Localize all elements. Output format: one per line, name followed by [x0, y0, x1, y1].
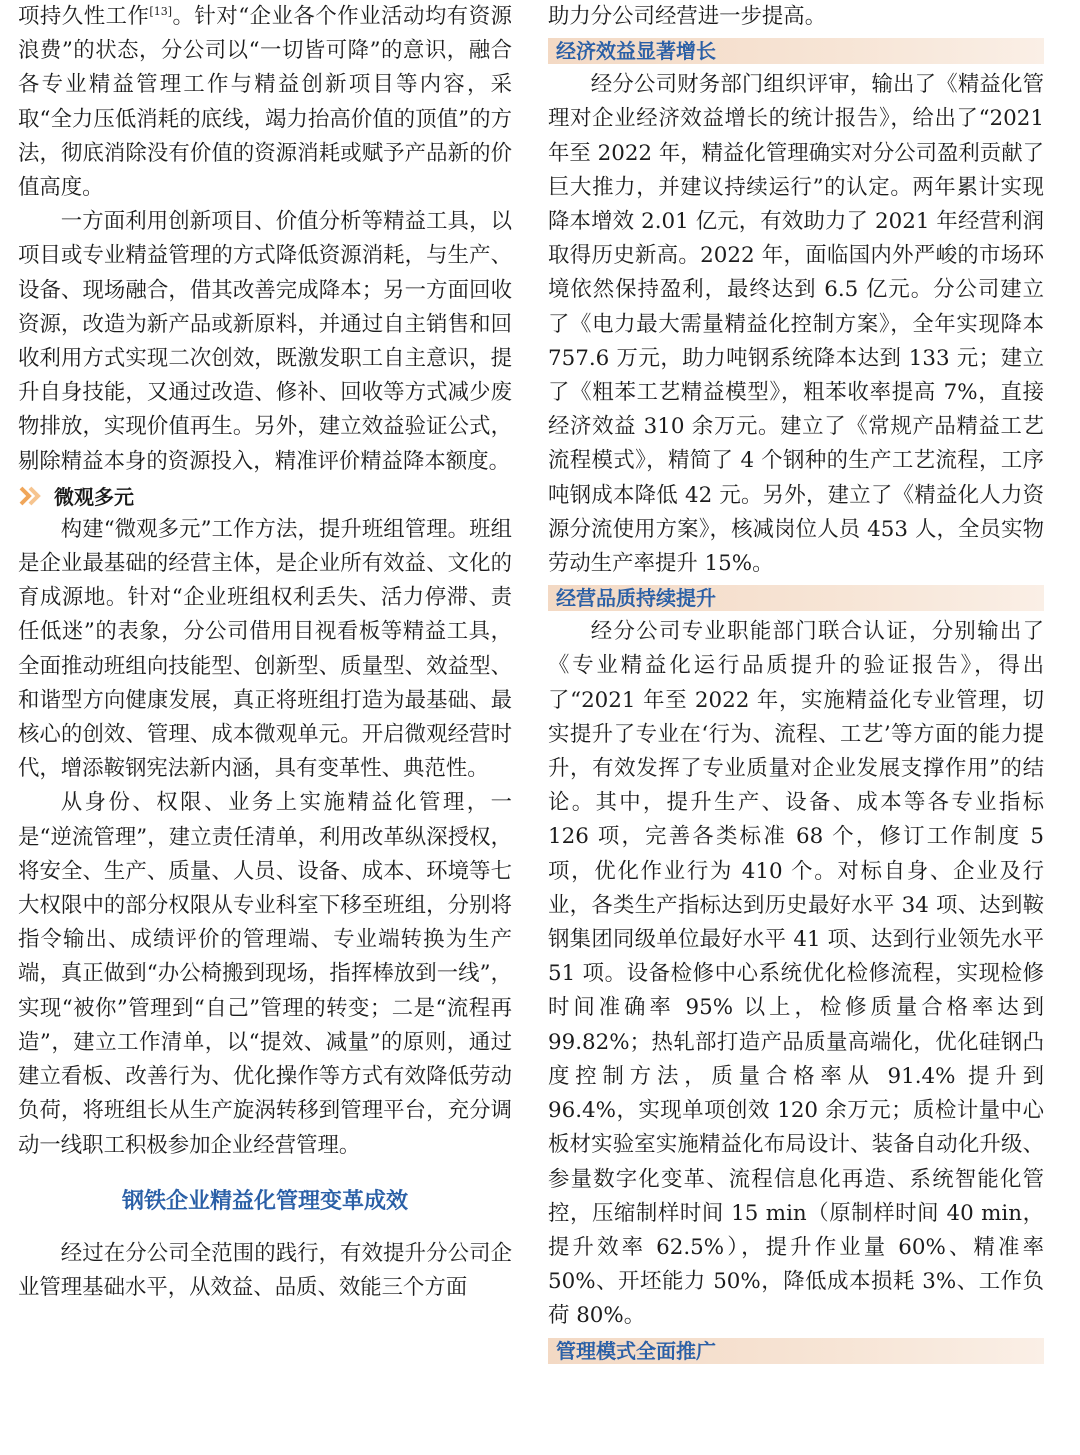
- right-column: [548, 0, 1044, 1368]
- paragraph: 经分公司财务部门组织评审，输出了《精益化管理对企业经济效益增长的统计报告》，给出了“2021 年至 2022 年，精益化管理确实对分公司盈利贡献了巨大推力，并建议持续运行”的认定。两年累计实现降本增效 2.01 亿元，有效助力了 2021 年经营利润取得历史新高。2022 年，面临国内外严峻的市场环境依然保持盈利，最终达到 6.5 亿元。分公司建立了《电力最大需量精益化控制方案》，全年实现降本 757.6 万元，助力吨钢系统降本达到 133 元；建立了《粗苯工艺精益模型》，粗苯收率提高 7%，直接经济效益 310 余万元。建立了《常规产品精益工艺流程模式》，精简了 4 个钢种的生产工艺流程，工序吨钢成本降低 42 元。另外，建立了《精益化人力资源分流使用方案》，核减岗位人员 453 人，全员实物劳动生产率提升 15%。: [548, 72, 1044, 577]
- double-chevron-icon: [18, 485, 44, 507]
- section-title: 钢铁企业精益化管理变革成效: [121, 1188, 408, 1214]
- subheading-label: 微观多元: [54, 485, 134, 510]
- left-column: [18, 0, 512, 1305]
- paragraph: 一方面利用创新项目、价值分析等精益工具，以项目或专业精益管理的方式降低资源消耗，与生产、设备、现场融合，借其改善完成降本；另一方面回收资源，改造为新产品或新原料，并通过自主销售和回收利用方式实现二次创效，既激发职工自主意识，提升自身技能，又通过改造、修补、回收等方式减少废物排放，实现价值再生。另外，建立效益验证公式，剔除精益本身的资源投入，精准评价精益降本额度。: [18, 209, 512, 474]
- subheading-micro-diversity: [18, 479, 512, 513]
- paragraph-continued: [18, 0, 512, 205]
- heading-bar-management-model: 管理模式全面推广: [548, 1338, 1044, 1364]
- heading-bar-economic-benefit: 经济效益显著增长: [548, 38, 1044, 64]
- paragraph-continued: 助力分公司经营进一步提高。: [548, 4, 827, 29]
- heading-bar-quality: 经营品质持续提升: [548, 585, 1044, 611]
- paragraph-text: 。针对“企业各个作业活动均有资源浪费”的状态，分公司以“一切皆可降”的意识，融合各专业精益管理工作与精益创新项目等内容，采取“全力压低消耗的底线，竭力抬高价值的顶值”的方法，彻底消除没有价值的资源消耗或赋予产品新的价值高度。: [18, 4, 512, 201]
- paragraph-text: 项持久性工作: [18, 4, 150, 29]
- paragraph: 经分公司专业职能部门联合认证，分别输出了《专业精益化运行品质提升的验证报告》，得出了“2021 年至 2022 年，实施精益化专业管理，切实提升了专业在‘行为、流程、工艺’等方面的能力提升，有效发挥了专业质量对企业发展支撑作用”的结论。其中，提升生产、设备、成本等各专业指标 126 项，完善各类标准 68 个，修订工作制度 5 项，优化作业行为 410 个。对标自身、企业及行业，各类生产指标达到历史最好水平 34 项、达到鞍钢集团同级单位最好水平 41 项、达到行业领先水平 51 项。设备检修中心系统优化检修流程，实现检修时间准确率 95% 以上，检修质量合格率达到 99.82%；热轧部打造产品质量高端化，优化硅钢凸度控制方法，质量合格率从 91.4% 提升到 96.4%，实现单项创效 120 余万元；质检计量中心板材实验室实施精益化布局设计、装备自动化升级、参量数字化变革、流程信息化再造、系统智能化管控，压缩制样时间 15 min（原制样时间 40 min，提升效率 62.5%），提升作业量 60%、精准率 50%、开坯能力 50%，降低成本损耗 3%、工作负荷 80%。: [548, 619, 1044, 1329]
- paragraph: 构建“微观多元”工作方法，提升班组管理。班组是企业最基础的经营主体，是企业所有效益、文化的育成源地。针对“企业班组权利丢失、活力停滞、责任低迷”的表象，分公司借用目视看板等精益工具，全面推动班组向技能型、创新型、质量型、效益型、和谐型方向健康发展，真正将班组打造为最基础、最核心的创效、管理、成本微观单元。开启微观经营时代，增添鞍钢宪法新内涵，具有变革性、典范性。: [18, 516, 512, 782]
- paragraph: 经过在分公司全范围的践行，有效提升分公司企业管理基础水平，从效益、品质、效能三个方面: [18, 1240, 512, 1300]
- paragraph: 从身份、权限、业务上实施精益化管理，一是“逆流管理”，建立责任清单，利用改革纵深授权，将安全、生产、质量、人员、设备、成本、环境等七大权限中的部分权限从专业科室下移至班组，分别将指令输出、成绩评价的管理端、专业端转换为生产端，真正做到“办公椅搬到现场，指挥棒放到一线”，实现“被你”管理到“自己”管理的转变；二是“流程再造”，建立工作清单，以“提效、减量”的原则，通过建立看板、改善行为、优化操作等方式有效降低劳动负荷，将班组长从生产旋涡转移到管理平台，充分调动一线职工积极参加企业经营管理。: [18, 790, 512, 1158]
- citation-ref[interactable]: [13]: [149, 4, 173, 18]
